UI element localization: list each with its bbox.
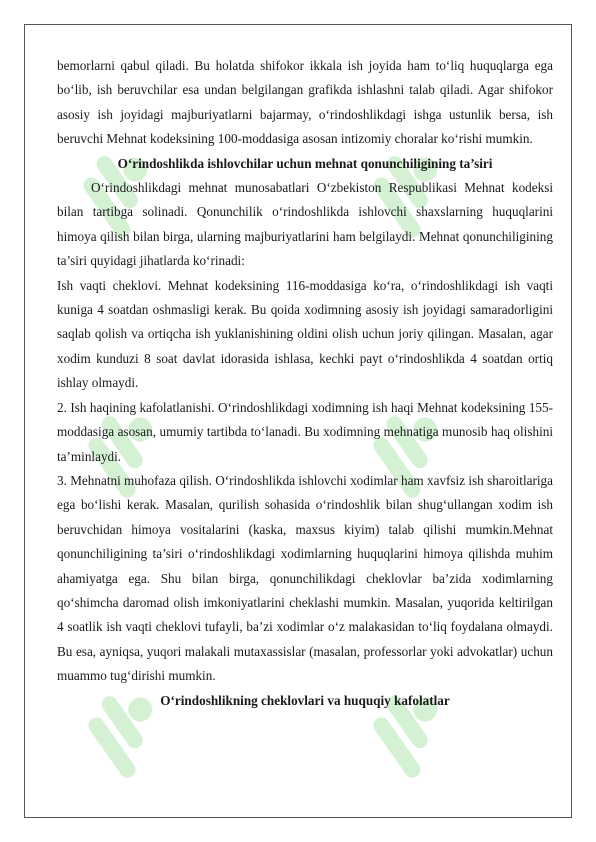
paragraph: Ish vaqti cheklovi. Mehnat kodeksining 116-moddasiga ko‘ra, o‘rindoshlikdagi ish vaqti kuniga 4 soatdan oshmasligi kerak. Bu qoida xodimning asosiy ish joyidagi samaradorligini saqlab qolish va ortiqcha ish yuklanishining oldini olish uchun joriy qilingan. Masalan, agar xodim kunduzi 8 soat davlat idorasida ishlasa, kechki payt o‘rindoshlikda 4 soatdan ortiq ishlay olmaydi. [57,277,553,391]
paragraph: O‘rindoshlikdagi mehnat munosabatlari O‘zbekiston Respublikasi Mehnat kodeksi bilan tartibga solinadi. Qonunchilik o‘rindoshlikda ishlovchi shaxslarning huquqlarini himoya qilish bilan birga, ularning majburiyatlarini ham belgilaydi. Mehnat qonunchiligining ta’siri quyidagi jihatlarda ko‘rinadi: [57,180,553,269]
paragraph: 2. Ish haqining kafolatlanishi. O‘rindoshlikdagi xodimning ish haqi Mehnat kodeksining 155-moddasiga asosan, umumiy tartibda to‘lanadi. Bu xodimning mehnatiga munosib haq olishini ta’minlaydi. [57,399,553,464]
paragraph: bemorlarni qabul qiladi. Bu holatda shifokor ikkala ish joyida ham to‘liq huquqlarga ega bo‘lib, ish beruvchilar esa undan belgilangan grafikda ishlashni talab qiladi. Agar shifokor asosiy ish joyidagi majburiyatlarni bajarmay, o‘rindoshlikdagi ishga ustunlik bersa, ish beruvchi Mehnat kodeksining 100-moddasiga asosan intizomiy choralar ko‘rishi mumkin. [57,58,553,147]
section-heading: O‘rindoshlikda ishlovchilar uchun mehnat qonunchiligining ta’siri [117,155,493,171]
paragraph: 3. Mehnatni muhofaza qilish. O‘rindoshlikda ishlovchi xodimlar ham xavfsiz ish sharoitlariga ega bo‘lishi kerak. Masalan, qurilish sohasida o‘rindoshlik bilan shug‘ullangan xodim ish beruvchidan himoya vositalarini (kaska, maxsus kiyim) talab qilishi mumkin.Mehnat qonunchiligining ta’siri o‘rindoshlikdagi xodimlarning huquqlarini himoya qilishda muhim ahamiyatga ega. Shu bilan birga, qonunchilikdagi cheklovlar ba’zida xodimlarning qo‘shimcha daromad olish imkoniyatlarini cheklashi mumkin. Masalan, yuqorida keltirilgan 4 soatlik ish vaqti cheklovi tufayli, ba’zi xodimlar o‘z malakasidan to‘liq foydalana olmaydi. Bu esa, ayniqsa, yuqori malakali mutaxassislar (masalan, professorlar yoki advokatlar) uchun muammo tug‘dirishi mumkin. [57,472,553,684]
document-body [57,54,553,713]
section-heading: O‘rindoshlikning cheklovlari va huquqiy kafolatlar [160,692,450,708]
